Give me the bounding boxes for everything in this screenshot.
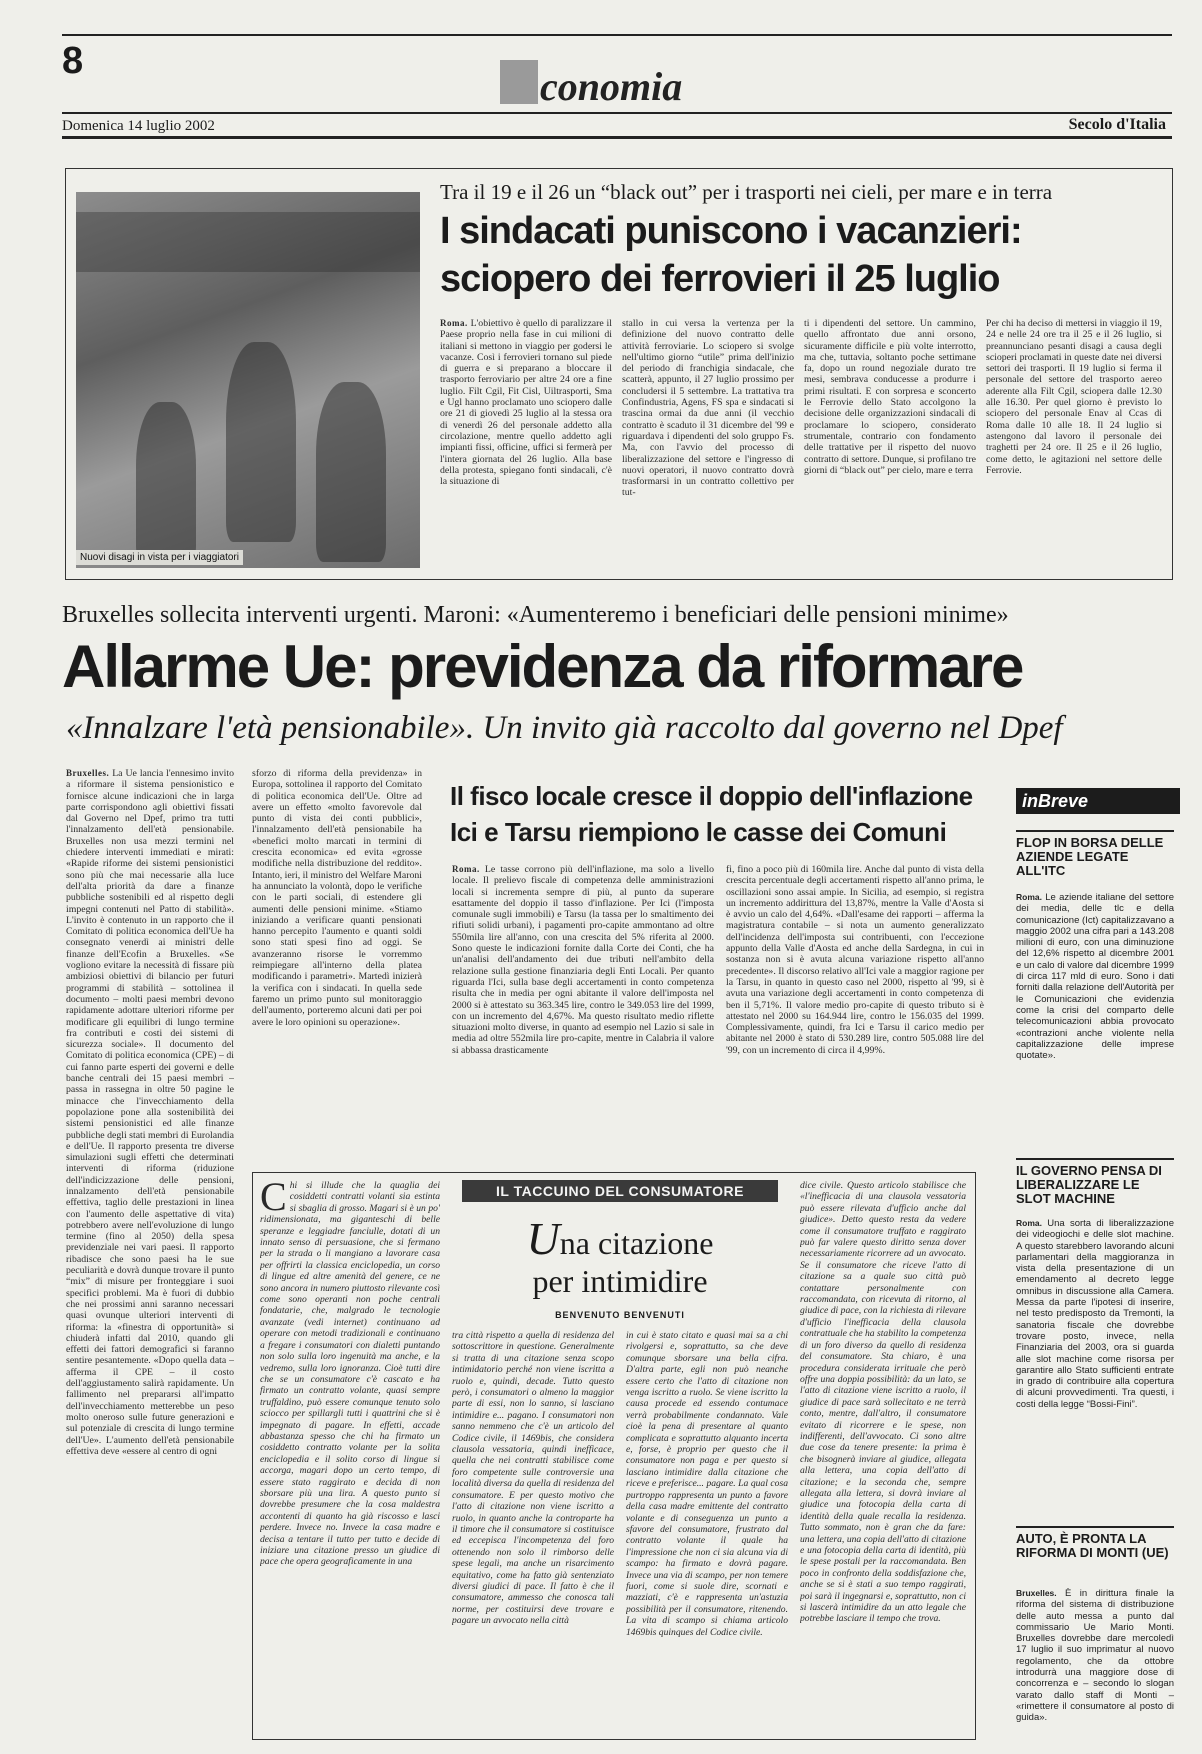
article1-headline <box>440 207 1160 303</box>
newspaper-name: Secolo d'Italia <box>1068 116 1166 133</box>
brief-item-2-text <box>1016 1218 1174 1522</box>
taccuino-headline-initial: U <box>526 1213 560 1264</box>
article3-col2-text: fi, fino a poco più di 160mila lire. Anche dal punto di vista della crescita percentuale degli accertamenti rispetto all'anno prima, le oscillazioni sono assai ampie. In Sicilia, ad esempio, si registra un incremento addirittura del 13,87%, mentre la Valle d'Aosta si è avvio un calo del 4,64%. «Dall'esame dei rapporti – afferma la magistratura contabile – si nota un aumento generalizzato dell'incidenza dell'imposta sui contribuenti, con l'eccezione appunto della Valle d'Aosta ed anche della Sardegna, in cui in sostanza non si è avuta alcuna variazione rispetto all'anno precedente». Il discorso relativo all'Ici vale a maggior ragione per la Tarsu, in quanto in questo caso nel 2000, rispetto al '99, si è avuta una variazione degli accertamenti in conto competenza di ben il 5,71%. Il valore medio pro-capite di questo tributo si è attestato nel 2000 su 164.944 lire, contro le 156.035 del 1999. Complessivamente, quindi, fra Ici e Tarsu il carico medio per abitante nel 2000 è stato di 530.289 lire, contro 505.088 lire del '99, con un incremento di circa il 4,99%. <box>726 864 984 1056</box>
article2-col2-text: sforzo di riforma della previdenza» in Europa, sottolinea il rapporto del Comitato di politica economica dell'Ue. Oltre ad avere un effetto «molto favorevole dal punto di vista dei conti pubblici», l'innalzamento dell'età pensionabile ha «benefici molto marcati in termini di crescita economica» ed evita «grosse modifiche nella distribuzione del reddito». Intanto, ieri, il ministro del Welfare Maroni ha annunciato la volontà, dopo le verifiche con le parti sociali, di estendere gli aumenti delle pensioni minime. «Stiamo iniziando a verificare quanti pensionati hanno percepito l'aumento e quanti soldi sono stati spesi fino ad oggi. Se avanzeranno risorse le vorremmo reimpiegare all'interno della platea modificando i parametri». Martedì inizierà la verifica con i sindacati. In quella sede faremo un primo punto sul monitoraggio dell'aumento, porteremo alcuni dati per poi avere le loro opinioni su operazione». <box>252 768 422 1028</box>
brief-item-2-dateline: Roma. <box>1016 1218 1042 1228</box>
article3-column-2 <box>726 864 984 1164</box>
photo-caption: Nuovi disagi in vista per i viaggiatori <box>76 550 243 565</box>
taccuino-headline-line2: per intimidire <box>532 1263 708 1299</box>
article3-column-1 <box>452 864 714 1164</box>
taccuino-col2-text: tra città rispetto a quella di residenza del sottoscrittore in questione. Generalmente si tratta di una citazione senza scopo intimidatorio perché non viene iscritta a ruolo e, quindi, decade. Tutto questo però, i consumatori o almeno la maggior parte di essi, non lo sanno, si lasciano intimidire e... pagano. I consumatori non sanno nemmeno che c'è un articolo del Codice civile, il 1469bis, che considera clausola vessatoria, quindi inefficace, quella che nei contratti stabilisce come foro competente sulle controversie una località diversa da quella di residenza del consumatore. E per questo motivo che l'atto di citazione non viene iscritto a ruolo, in quanto anche la controparte ha il timore che il consumatore si costituisce ed eccepisca l'incompetenza del foro ottenendo non solo il rimborso delle spese legali, ma anche un risarcimento equitativo, come ha fatto già sentenziato diversi giudici di pace. Il fatto è che il consumatore, ammesso che conosca tali norme, per costituirsi deve trovare e pagare un avvocato nella città <box>452 1330 614 1627</box>
taccuino-column-2 <box>452 1330 614 1732</box>
article3-headline <box>450 778 973 850</box>
brief-item-1-body: Le aziende italiane del settore dei media, delle tlc e della comunicazione (Ict) capitalizzavano a maggio 2002 una cifra pari a 143.208 milioni di euro, con una diminuzione del 12,6% rispetto al dicembre 2001 e un calo di valore dal dicembre 1999 di circa 117 mld di euro. Sono i dati forniti dalla relazione dell'Autorità per le Comunicazioni che evidenzia come la crisi del comparto delle telecomunicazioni abbia provocato «contrazioni anche violente nella capitalizzazione delle imprese quotate». <box>1016 892 1174 1062</box>
date-rule <box>62 136 1172 139</box>
brief-rule-3 <box>1016 1526 1174 1528</box>
article2-deck: «Innalzare l'età pensionabile». Un invito già raccolto dal governo nel Dpef <box>66 710 1063 746</box>
brief-item-2-body: Una sorta di liberalizzazione dei videogiochi e delle slot machine. A questo starebbero lavorando alcuni parlamentari della maggioranza in vista della presentazione di un emendamento al decreto legge omnibus in discussione alla Camera. Messa da parte l'ipotesi di inserire, nel testo predisposto da Tremonti, la sanatoria fiscale che dovrebbe trovare posto, invece, nella Finanziaria del 2003, ora si guarda alle slot machine come risorsa per garantire allo Stato sufficienti entrate in grado di contribuire alla copertura di alcuni provvedimenti. Tra questi, i costi della legge “Bossi-Fini”. <box>1016 1218 1174 1410</box>
article2-kicker: Bruxelles sollecita interventi urgenti. Maroni: «Aumenteremo i beneficiari delle pensioni minime» <box>62 602 1009 628</box>
top-rule <box>62 34 1172 36</box>
taccuino-dropcap: C <box>260 1180 287 1219</box>
section-title <box>500 60 682 110</box>
article1-kicker: Tra il 19 e il 26 un “black out” per i trasporti nei cieli, per mare e in terra <box>440 180 1053 204</box>
article2-column-1 <box>66 768 234 1744</box>
article1-column-3 <box>804 318 976 568</box>
brief-rule-1 <box>1016 830 1174 832</box>
taccuino-col3-text: in cui è stato citato e quasi mai sa a chi rivolgersi e, soprattutto, sa che deve comunque sborsare una bella cifra. D'altra parte, egli non può neanche essere certo che l'atto di citazione non venga iscritto a ruolo. Se viene iscritto la causa procede ed essendo contumace verrà probabilmente condannato. Vale cioè la pena di presentare al quanto complicata e soprattutto alquanto incerta e, forse, è proprio per questo che il consumatore non paga e per questo si lasciano intimidire dalla citazione che riceve e preferisce... pagare. La qual cosa purtroppo rappresenta un punto a favore della casa madre emittente del contratto volante e di conseguenza un punto a sfavore del consumatore, frustrato dal contratto volante il quale ha l'impressione che non ci sia alcuna via di scampo: ha firmato e dovrà pagare. Invece una via di scampo, per non temere fuori, come si suole dire, scornati e mazziati, c'è e rappresenta un'astuzia possibilità per il consumatore, ritenendo. La vita di scampo si chiama articolo 1469bis quinques del Codice civile. <box>626 1330 788 1638</box>
section-title-text: conomia <box>540 64 683 109</box>
brief-header-rest: Breve <box>1038 791 1089 811</box>
article2-dateline: Bruxelles. <box>66 768 110 778</box>
taccuino-headline <box>462 1213 778 1300</box>
brief-header <box>1016 788 1180 814</box>
article1-photo <box>76 192 420 568</box>
page-number: 8 <box>62 40 84 82</box>
brief-item-3-text <box>1016 1588 1174 1740</box>
brief-rule-2 <box>1016 1158 1174 1160</box>
taccuino-column-1 <box>260 1180 440 1732</box>
brief-item-1-text <box>1016 892 1174 1154</box>
taccuino-col1-text: hi si illude che la quaglia dei cosiddetti contratti volanti sia estinta si sbaglia di grosso. Magari si è un po' ridimensionata, ma giganteschi di belle speranze e leggiadre fanciulle, dotati di un innato senso di persuasione, che si fermano per la strada o li mangiano a lavorare casa per offrirti la classica enciclopedia, un corso di lingue ed altre amenità del genere, ce ne sono ancora in numero piuttosto rilevante così come sono operanti non poche centrali fondatarie, che, malgrado le tecnologie avanzate (vedi internet) continuano ad operare con metodi tradizionali e continuano a fregare i consumatori con dialetti puntando non solo sulla loro ingenuità ma anche, e la vedremo, sulla loro ignoranza. Cioè tutti dire che se un consumatore c'è cascato e ha firmato un contratto volante, quasi sempre truffaldino, può essere comunque tenuto solo sciocco per spillargli tutti i quattrini che si è impegnato di pagare. In effetti, accade abbastanza spesso che chi ha firmato un cosiddetto contratto volante per la solita enciclopedia e il solito corso di lingue si accorga, magari dopo un certo tempo, di essere stato raggirato e decida di non sborsare più una lira. A questo punto si dovrebbe presumere che la cosa maldestra accontenti di quanto ha già riscosso e lasci perdere. Invece no. Invece la casa madre e decisa a tentare il tutto per tutto e decide di iniziare una citazione presso un giudice di pace che opera geograficamente in una <box>260 1180 440 1568</box>
article1-headline-line1: I sindacati puniscono i vacanzieri: <box>440 210 1022 252</box>
taccuino-column-3 <box>626 1330 788 1732</box>
article1-headline-line2: sciopero dei ferrovieri il 25 luglio <box>440 258 1000 300</box>
taccuino-author: BENVENUTO BENVENUTI <box>555 1310 685 1320</box>
article3-headline-line1: Il fisco locale cresce il doppio dell'inflazione <box>450 781 973 811</box>
article1-column-2 <box>622 318 794 568</box>
article3-col1-text: Le tasse corrono più dell'inflazione, ma solo a livello locale. Il prelievo fiscale di competenza delle amministrazioni locali si incrementa sempre di più, al punto da superare esattamente del doppio il tasso d'inflazione. Per Ici (l'imposta comunale sugli immobili) e Tarsu (la tassa per lo smaltimento dei rifiuti solidi urbani), i pagamenti pro-capite ammontano ad oltre 550mila lire all'anno, con una crescita del 5% riferita al 2000. Sono queste le indicazioni fornite dalla Corte dei Conti, che ha un'analisi dell'andamento dei due tributi nell'ambito della relazione sulla gestione finanziaria degli Enti Locali. Per quanto riguarda l'Ici, sulla base degli accertamenti in conto competenza risulta che in media per ogni abitante il valore dell'imposta nel 2000 si è attestato su 363.345 lire, contro le 349.053 lire del 1999, con un incremento del 4,67%. Ma questo risultato medio riflette situazioni molto diverse, in quanto ad esempio nel Lazio si sale in media ad oltre 552mila lire pro-capite, mentre in Calabria il valore si abbassa drasticamente <box>452 864 714 1056</box>
article1-col3-text: ti i dipendenti del settore. Un cammino, quello affrontato due anni orsono, sicuramente difficile e più volte interrotto, ma che, tuttavia, soltanto poche settimane fa, dopo un round negoziale durato tre mesi, sembrava conducesse a produrre i primi risultati. E con sorpresa e sconcerto le Ferrovie dello Stato accolgono la decisione delle organizzazioni sindacali di proclamare lo sciopero, considerato strumentale, contrario con fondamento delle trattative per il rispetto del nuovo contratto di settore. Dunque, si profilano tre giorni di “black out” per cielo, mare e terra <box>804 318 976 476</box>
section-initial-block <box>500 60 538 104</box>
masthead-rule <box>62 112 1172 114</box>
article1-column-1 <box>440 318 612 568</box>
article1-col4-text: Per chi ha deciso di mettersi in viaggio il 19, 24 e nelle 24 ore tra il 25 e il 26 luglio, si preannunciano pesanti disagi a causa degli scioperi proclamati in queste date nei diversi settori dei trasporti. Il 19 luglio si ferma il personale del settore del trasporto aereo aderente alla Filt Cgil, sciopera dalle 12.30 alle 16.30. Per quel giorno è previsto lo sciopero del personale Enav al Ccas di Roma dalle 10 alle 18. Il 24 luglio si astengono dal lavoro il personale dei traghetti per 24 ore. Il 25 e il 26 luglio, come detto, le agitazioni nel settore delle Ferrovie. <box>986 318 1162 476</box>
taccuino-headline-line1 <box>462 1213 778 1264</box>
taccuino-col4-text: dice civile. Questo articolo stabilisce che «l'inefficacia di una clausola vessatoria può essere rilevata d'ufficio anche dal giudice». Detto questo resta da vedere come il consumatore truffato e raggirato può far valere questo diritto senza dover necessariamente ricorrere ad un avvocato. Se il consumatore che riceve l'atto di citazione sa a quale suo città può contattare personalmente con raccomandata, con ricevuta di ritorno, al giudice di pace, con la richiesta di rilevare d'ufficio l'inefficacia della clausola contrattuale che ha stabilito la competenza di un foro diverso da quello di residenza del consumatore. Sta chiaro, è una procedura considerata irrituale che però offre una doppia possibilità: da un lato, se l'atto di citazione viene iscritto a ruolo, il giudice di pace sarà sollecitato e ne terrà conto, mentre, dall'altro, il consumatore evitato di ricorrere e le spese, non indifferenti, dell'avvocato. Ci sono altre due cose da tenere presente: la prima è che bisognerà inviare al giudice, allegata alla lettera, una copia dell'atto di citazione; e la seconda che, sempre allegata alla lettera, si dovrà inviare al giudice una fotocopia della carta di identità della quale recalla la residenza. Tutto sommato, non è gran che da fare: una lettera, una copia dell'atto di citazione e una fotocopia della carta di identità, più le spese postali per la raccomandata. Ben poco in confronto della soddisfazione che, anche se si è stati a suo tempo raggirati, poi sarà il ingegnarsi e, soprattutto, non ci si lascerà intimidire da un atto legale che potrebbe lasciare il tempo che trova. <box>800 1180 966 1625</box>
article2-col1-text: La Ue lancia l'ennesimo invito a riformare il sistema pensionistico e fornisce alcune indicazioni che in larga parte corrispondono agli obiettivi fissati dal Governo nel Dpef, primo tra tutti l'innalzamento dell'età pensionabile. Bruxelles non usa mezzi termini nel chiedere interventi immediati e mirati: «Rapide riforme dei sistemi pensionistici sono più che mai necessarie alla luce dell'alta priorità da dare a finanze pubbliche sostenibili ed al rispetto degli impegni contenuti nel Patto di stabilità». L'invito è contenuto in un rapporto che il Comitato di politica economica dell'Ue ha consegnato venerdì ai ministri delle finanze dell'Ecofin a Bruxelles. «Se vogliono evitare la necessità di fissare più ambiziosi obiettivi di bilancio per futuri programmi di stabilità – sottolinea il documento – molti paesi membri devono rapidamente adottare ulteriori riforme per modificare gli equilibri di lungo termine fra contributi e costi dei sistemi di sicurezza sociale». Il documento del Comitato di politica economica (CPE) – di cui fanno parte esperti dei governi e delle banche centrali dei 15 paesi membri – passa in rassegna in oltre 50 pagine le minacce che l'invecchiamento della popolazione pone alla sostenibilità dei sistemi pensionistici ed alle finanze pubbliche degli stati membri di Eurolandia e dell'Ue. Il rapporto presenta tre diverse simulazioni sugli effetti che determinati interventi di riforma (riduzione dell'indicizzazione delle pensioni, innalzamento dell'età pensionabile effettiva, taglio delle prestazioni in linea con l'aumento delle aspettative di vita) potrebbero avere nell'evoluzione di lungo termine (fino al 2050) della spesa previdenziale nei vari paesi. Il rapporto ribadisce che sono paesi ha le sue peculiarità e dovrà dunque trovare il punto “mix” di misure per fronteggiare i suoi specifici problemi. Ma è fuori di dubbio che nei prossimi anni saranno necessari quasi ovunque ulteriori interventi di riforma: la «finestra di opportunità» si chiuderà infatti dal 2010, quando gli effetti dei fattori demografici si faranno sentire pesantemente. «Dopo quella data – afferma il CPE – il costo dell'aggiustamento salirà rapidamente. Un fallimento nel prepararsi all'impatto dell'invecchiamento metterebbe un peso molto oneroso sulle future generazioni e sul potenziale di crescita di lungo termine dell'Ue». L'aumento dell'età pensionabile effettiva deve «essere al centro di ogni <box>66 768 234 1457</box>
article3-dateline: Roma. <box>452 864 480 874</box>
article1-column-4 <box>986 318 1162 568</box>
article3-headline-line2: Ici e Tarsu riempiono le casse dei Comuni <box>450 817 947 847</box>
article2-headline: Allarme Ue: previdenza da riformare <box>62 633 1023 700</box>
article2-column-2 <box>252 768 422 1158</box>
brief-item-3-title: AUTO, È PRONTA LA RIFORMA DI MONTI (UE) <box>1016 1531 1169 1560</box>
article1-col2-text: stallo in cui versa la vertenza per la definizione del nuovo contratto delle attività ferroviarie. Lo sciopero si svolge nell'ultimo giorno “utile” prima dell'inizio del periodo di franchigia sindacale, che scatterà, appunto, il 27 luglio prossimo per concludersi il 5 settembre. La trattativa tra Confindustria, Agens, FS spa e sindacati si trascina ormai da due anni (il vecchio contratto è scaduto il 31 dicembre del '99 e riguardava i dipendenti del solo gruppo Fs. Ma, con l'avvio del processo di liberalizzazione del settore e l'ingresso di nuovi operatori, il nuovo contratto dovrà trasformarsi in un contratto collettivo per tut- <box>622 318 794 499</box>
brief-item-1-title: FLOP IN BORSA DELLE AZIENDE LEGATE ALL'ITC <box>1016 835 1164 878</box>
taccuino-column-4 <box>800 1180 966 1732</box>
taccuino-banner: IL TACCUINO DEL CONSUMATORE <box>462 1180 778 1202</box>
taccuino-headline-line1-text: na citazione <box>559 1225 714 1261</box>
brief-item-1-dateline: Roma. <box>1016 892 1042 902</box>
article1-col1-text: L'obiettivo è quello di paralizzare il Paese proprio nella fase in cui milioni di italiani si mettono in viaggio per godersi le vacanze. Così i ferrovieri tornano sul piede di guerra e si preparano a bloccare il trasporto ferroviario per altre 24 ore a fine luglio. Filt Cgil, Fit Cisl, Uiltrasporti, Sma e Ugl hanno proclamato uno sciopero dalle ore 21 di giovedì 25 luglio al la stessa ora di venerdì 26 del personale addetto alla circolazione, mentre quello addetto agli impianti fissi, officine, uffici si fermerà per l'intera giornata del 26 luglio. Alla base della protesta, spiegano fonti sindacali, c'è la situazione di <box>440 318 612 488</box>
issue-date: Domenica 14 luglio 2002 <box>62 118 215 134</box>
brief-item-3-dateline: Bruxelles. <box>1016 1588 1057 1598</box>
brief-header-prefix: in <box>1022 791 1038 811</box>
article1-dateline: Roma. <box>440 318 468 328</box>
brief-item-3-body: È in dirittura finale la riforma del sistema di distribuzione delle auto messa a punto dal commissario Ue Mario Monti. Bruxelles dovrebbe dare mercoledì 17 luglio il suo imprimatur al nuovo regolamento, che da ottobre introdurrà una maggiore dose di concorrenza e – secondo lo slogan varato dallo staff di Monti – «rimettere il consumatore al posto di guida». <box>1016 1588 1174 1724</box>
brief-item-2-title: IL GOVERNO PENSA DI LIBERALIZZARE LE SLOT MACHINE <box>1016 1163 1162 1206</box>
